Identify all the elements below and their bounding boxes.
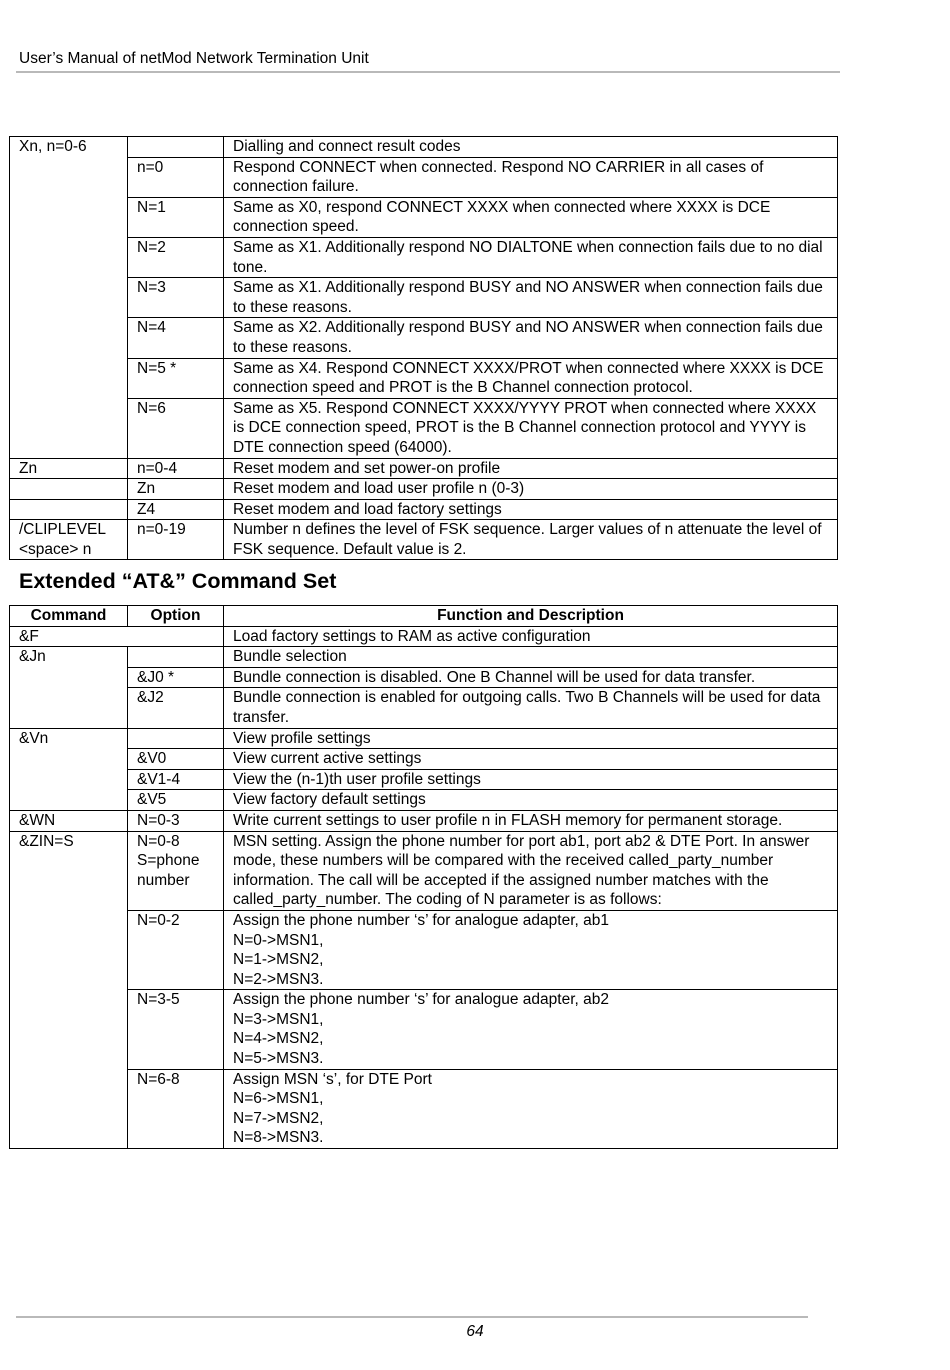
table-row <box>10 688 838 728</box>
command-cell: /CLIPLEVEL <space> n <box>10 520 128 560</box>
table-row <box>10 278 838 318</box>
description-cell: Same as X0, respond CONNECT XXXX when connected where XXXX is DCE connection speed. <box>224 197 838 237</box>
table-row <box>10 667 838 688</box>
table-row <box>10 1069 838 1148</box>
description-cell: Bundle selection <box>224 647 838 668</box>
command-cell <box>10 499 128 520</box>
table-row <box>10 479 838 500</box>
table-row <box>10 749 838 770</box>
option-cell: &J2 <box>128 688 224 728</box>
page-header-title: User’s Manual of netMod Network Termination Unit <box>19 50 369 67</box>
command-cell: &F <box>10 626 224 647</box>
table-row <box>10 398 838 458</box>
table-row <box>10 790 838 811</box>
table-row <box>10 831 838 910</box>
option-cell: N=6 <box>128 398 224 458</box>
option-cell: N=4 <box>128 318 224 358</box>
option-cell: n=0-19 <box>128 520 224 560</box>
option-cell: N=0-2 <box>128 910 224 989</box>
table-row <box>10 358 838 398</box>
table-row <box>10 626 838 647</box>
table-row <box>10 647 838 668</box>
description-cell: Dialling and connect result codes <box>224 137 838 158</box>
table-row <box>10 157 838 197</box>
option-cell: N=5 * <box>128 358 224 398</box>
section-heading: Extended “AT&” Command Set <box>19 569 337 593</box>
column-header-command: Command <box>10 606 128 627</box>
option-cell: &J0 * <box>128 667 224 688</box>
option-cell: &V1-4 <box>128 769 224 790</box>
option-cell: n=0-4 <box>128 458 224 479</box>
description-cell: Same as X1. Additionally respond BUSY and NO ANSWER when connection fails due to these reasons. <box>224 278 838 318</box>
table-row <box>10 137 838 158</box>
option-cell: N=3 <box>128 278 224 318</box>
option-cell: &V5 <box>128 790 224 811</box>
command-cell: &Jn <box>10 647 128 728</box>
table-row <box>10 520 838 560</box>
extended-at-command-table <box>9 605 838 1149</box>
description-cell: Bundle connection is disabled. One B Channel will be used for data transfer. <box>224 667 838 688</box>
description-cell: Same as X5. Respond CONNECT XXXX/YYYY PROT when connected where XXXX is DCE connection speed, PROT is the B Channel connection protocol and YYYY is DTE connection speed (64000). <box>224 398 838 458</box>
description-cell: View the (n-1)th user profile settings <box>224 769 838 790</box>
command-cell: Xn, n=0-6 <box>10 137 128 459</box>
option-cell <box>128 728 224 749</box>
description-cell: Assign MSN ‘s’, for DTE Port N=6->MSN1, N=7->MSN2, N=8->MSN3. <box>224 1069 838 1148</box>
column-header-description: Function and Description <box>224 606 838 627</box>
option-cell <box>128 137 224 158</box>
description-cell: Load factory settings to RAM as active configuration <box>224 626 838 647</box>
table-header-row <box>10 606 838 627</box>
table-row <box>10 499 838 520</box>
option-cell: N=2 <box>128 237 224 277</box>
description-cell: Reset modem and load user profile n (0-3) <box>224 479 838 500</box>
table-row <box>10 458 838 479</box>
header-divider <box>16 71 840 73</box>
option-cell: N=0-8 S=phone number <box>128 831 224 910</box>
description-cell: Bundle connection is enabled for outgoing calls. Two B Channels will be used for data transfer. <box>224 688 838 728</box>
table-row <box>10 990 838 1069</box>
option-cell: N=1 <box>128 197 224 237</box>
table-row <box>10 910 838 989</box>
table-row <box>10 237 838 277</box>
column-header-option: Option <box>128 606 224 627</box>
table-row <box>10 197 838 237</box>
description-cell: Same as X4. Respond CONNECT XXXX/PROT when connected where XXXX is DCE connection speed and PROT is the B Channel connection protocol. <box>224 358 838 398</box>
table-row <box>10 318 838 358</box>
description-cell: Write current settings to user profile n in FLASH memory for permanent storage. <box>224 810 838 831</box>
description-cell: Same as X1. Additionally respond NO DIALTONE when connection fails due to no dial tone. <box>224 237 838 277</box>
command-cell: &ZIN=S <box>10 831 128 1149</box>
option-cell: N=3-5 <box>128 990 224 1069</box>
page-number: 64 <box>466 1323 484 1340</box>
description-cell: Number n defines the level of FSK sequence. Larger values of n attenuate the level of FSK sequence. Default value is 2. <box>224 520 838 560</box>
option-cell: N=0-3 <box>128 810 224 831</box>
dialling-result-codes-table <box>9 136 838 560</box>
description-cell: Reset modem and load factory settings <box>224 499 838 520</box>
option-cell: N=6-8 <box>128 1069 224 1148</box>
command-cell: Zn <box>10 458 128 479</box>
description-cell: MSN setting. Assign the phone number for port ab1, port ab2 & DTE Port. In answer mode, these numbers will be compared with the received called_party_number information. The call will be accepted if the assigned number matches with the called_party_number. The coding of N parameter is as follows: <box>224 831 838 910</box>
table-row <box>10 810 838 831</box>
command-cell: &WN <box>10 810 128 831</box>
description-cell: Respond CONNECT when connected. Respond NO CARRIER in all cases of connection failure. <box>224 157 838 197</box>
table-row <box>10 728 838 749</box>
option-cell: Z4 <box>128 499 224 520</box>
description-cell: View current active settings <box>224 749 838 770</box>
command-cell: &Vn <box>10 728 128 810</box>
description-cell: Assign the phone number ‘s’ for analogue adapter, ab1 N=0->MSN1, N=1->MSN2, N=2->MSN3. <box>224 910 838 989</box>
option-cell <box>128 647 224 668</box>
description-cell: Same as X2. Additionally respond BUSY and NO ANSWER when connection fails due to these reasons. <box>224 318 838 358</box>
description-cell: Reset modem and set power-on profile <box>224 458 838 479</box>
description-cell: View profile settings <box>224 728 838 749</box>
description-cell: View factory default settings <box>224 790 838 811</box>
option-cell: &V0 <box>128 749 224 770</box>
option-cell: n=0 <box>128 157 224 197</box>
command-cell <box>10 479 128 500</box>
footer-divider <box>16 1316 808 1318</box>
description-cell: Assign the phone number ‘s’ for analogue adapter, ab2 N=3->MSN1, N=4->MSN2, N=5->MSN3. <box>224 990 838 1069</box>
option-cell: Zn <box>128 479 224 500</box>
table-row <box>10 769 838 790</box>
